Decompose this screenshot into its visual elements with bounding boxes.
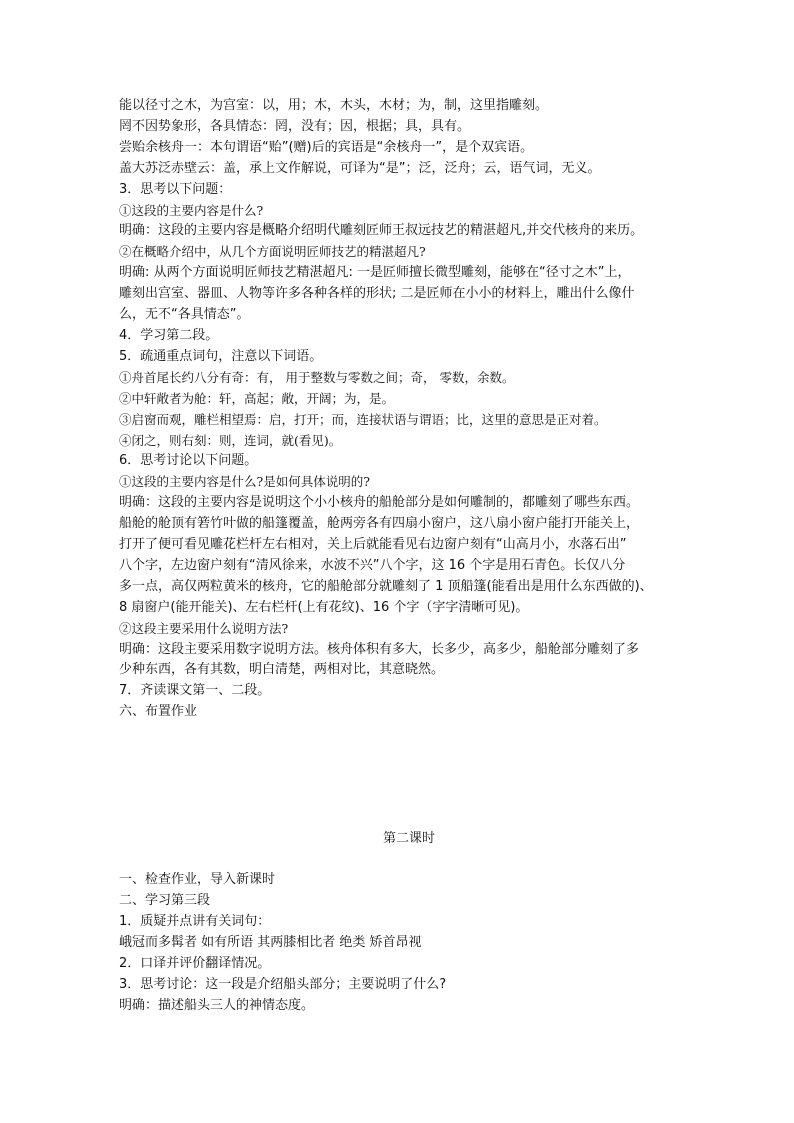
- text-line: ①这段的主要内容是什么?: [119, 202, 264, 218]
- text-line: 盖大苏泛赤壁云：盖，承上文作解说，可译为“是”；泛，泛舟；云，语气词，无义。: [119, 160, 601, 176]
- text-line: 明确：这段的主要内容是概略介绍明代雕刻匠师王叔远技艺的精湛超凡,并交代核舟的来历。: [119, 223, 644, 239]
- text-line: ②这段主要采用什么说明方法?: [119, 620, 289, 636]
- text-line: 4．学习第二段。: [119, 327, 219, 343]
- text-line: 1．质疑并点讲有关词句：: [119, 913, 271, 929]
- text-line: 八个字，左边窗户刻有“清风徐来，水波不兴”八个字，这 16 个字是用石青色。长仅八分: [119, 557, 626, 573]
- lesson-2-heading: 第二课时: [382, 831, 435, 847]
- text-line: 少种东西，各有其数，明白清楚，两相对比，其意晓然。: [119, 662, 445, 678]
- text-line: 船舱的舱顶有箬竹叶做的船篷覆盖，舱两旁各有四扇小窗户，这八扇小窗户能打开能关上，: [119, 516, 640, 532]
- text-line: ②中轩敞者为舱：轩，高起；敞，开阔；为，是。: [119, 390, 395, 406]
- text-line: 么，无不“各具情态”。: [119, 307, 250, 323]
- text-line: 明确：这段的主要内容是说明这个小小核舟的船舱部分是如何雕制的，都雕刻了哪些东西。: [119, 495, 640, 511]
- text-line: ①这段的主要内容是什么?是如何具体说明的?: [119, 474, 370, 490]
- text-line: 6．思考讨论以下问题。: [119, 453, 258, 469]
- text-line: ②在概略介绍中，从几个方面说明匠师技艺的精湛超凡?: [119, 244, 426, 260]
- text-line: 二、学习第三段: [119, 893, 211, 908]
- text-line: 六、布置作业: [119, 704, 198, 720]
- text-line: 打开了便可看见雕花栏杆左右相对，关上后就能看见右边窗户刻有“山高月小，水落石出”: [119, 537, 627, 553]
- text-line: 罔不因势象形，各具情态：罔，没有；因，根据；具，具有。: [119, 118, 471, 134]
- spacer: [119, 723, 699, 829]
- text-line: 2．口译并评价翻译情况。: [119, 955, 271, 971]
- spacer: [119, 850, 699, 870]
- text-line: 一、检查作业，导入新课时: [119, 872, 276, 888]
- document-page: [119, 96, 699, 1016]
- text-line: 明确：描述船头三人的神情态度。: [119, 997, 315, 1013]
- text-line: 7．齐读课文第一、二段。: [119, 683, 271, 699]
- text-line: 3．思考讨论：这一段是介绍船头部分；主要说明了什么?: [119, 976, 447, 992]
- text-line: 能以径寸之木，为宫室：以，用；木，木头，木材；为，制，这里指雕刻。: [119, 98, 549, 113]
- text-line: 峨冠而多髯者 如有所语 其两膝相比者 绝类 矫首昂视: [119, 934, 422, 950]
- lesson-notes-section-1: [119, 96, 699, 723]
- text-line: 多一点，高仅两粒黄米的核舟，它的船舱部分就雕刻了 1 顶船篷(能看出是用什么东西做的)、: [119, 578, 653, 594]
- text-line: 5．疏通重点词句，注意以下词语。: [119, 348, 323, 364]
- text-line: 明确：这段主要采用数字说明方法。核舟体积有多大，长多少，高多少，船舱部分雕刻了多: [119, 641, 640, 657]
- text-line: 雕刻出宫室、器皿、人物等许多各种各样的形状; 二是匠师在小小的材料上，雕出什么像什: [119, 286, 635, 302]
- text-line: ①舟首尾长约八分有奇：有， 用于整数与零数之间；奇， 零数，余数。: [119, 369, 515, 385]
- text-line: 3．思考以下问题：: [119, 181, 232, 197]
- text-line: 8 扇窗户(能开能关)、左右栏杆(上有花纹)、16 个字（字字清晰可见)。: [119, 599, 529, 615]
- text-line: 尝贻余核舟一：本句谓语“贻”(赠)后的宾语是“余核舟一”，是个双宾语。: [119, 139, 534, 155]
- text-line: ④闭之，则右刻：则，连词，就(看见)。: [119, 432, 342, 448]
- text-line: ③启窗而观，雕栏相望焉：启，打开；而，连接状语与谓语；比，这里的意思是正对着。: [119, 411, 607, 427]
- lesson-notes-section-2: [119, 870, 699, 1016]
- text-line: 明确: 从两个方面说明匠师技艺精湛超凡: 一是匠师擅长微型雕刻，能够在“径寸之木”上，: [119, 265, 631, 281]
